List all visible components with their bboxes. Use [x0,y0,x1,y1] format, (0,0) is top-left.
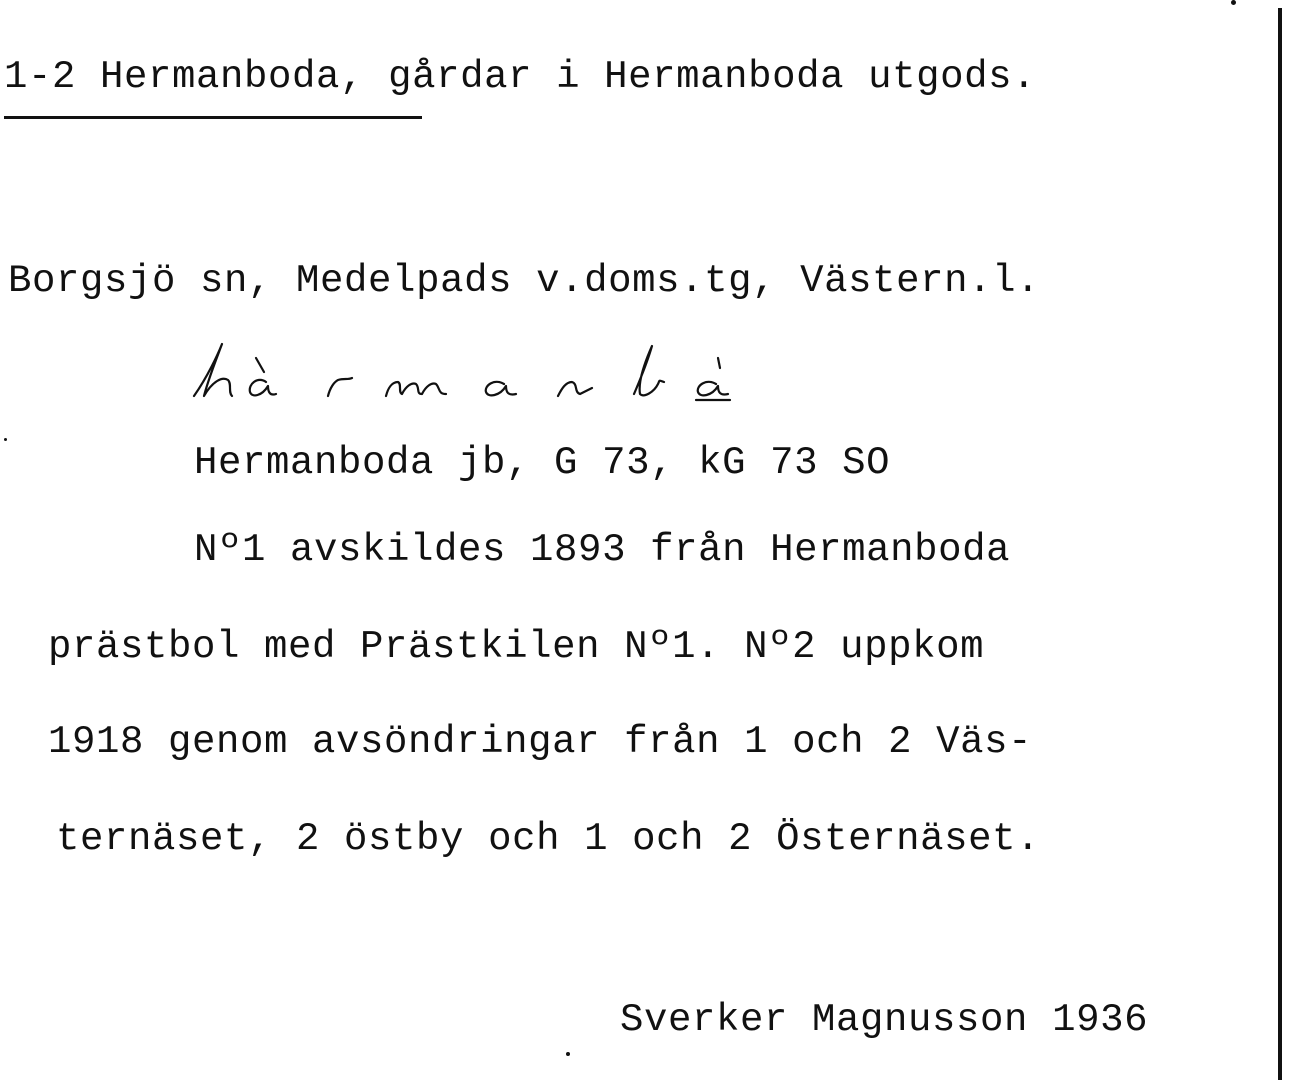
scan-speck [4,438,7,441]
source-line: Hermanboda jb, G 73, kG 73 SO [194,441,891,485]
body-line-1: Nº1 avskildes 1893 från Hermanboda [194,528,1011,572]
scan-speck [566,1052,570,1056]
margin-mark [1231,0,1236,5]
location-line: Borgsjö sn, Medelpads v.doms.tg, Västern.l. [8,259,1041,303]
heading-description: , gårdar i Hermanboda utgods. [340,55,1037,99]
heading-line [4,55,1037,99]
body-line-4: ternäset, 2 östby och 1 och 2 Östernäset. [56,817,1041,861]
signature-line: Sverker Magnusson 1936 [620,998,1149,1042]
card-right-border [1278,8,1282,1080]
body-line-2: prästbol med Prästkilen Nº1. Nº2 uppkom [48,625,985,669]
handwritten-pronunciation [188,336,758,402]
heading-underline [4,116,422,119]
body-line-3: 1918 genom avsöndringar från 1 och 2 Väs- [48,720,1033,764]
place-name-heading: 1-2 Hermanboda [4,55,341,99]
